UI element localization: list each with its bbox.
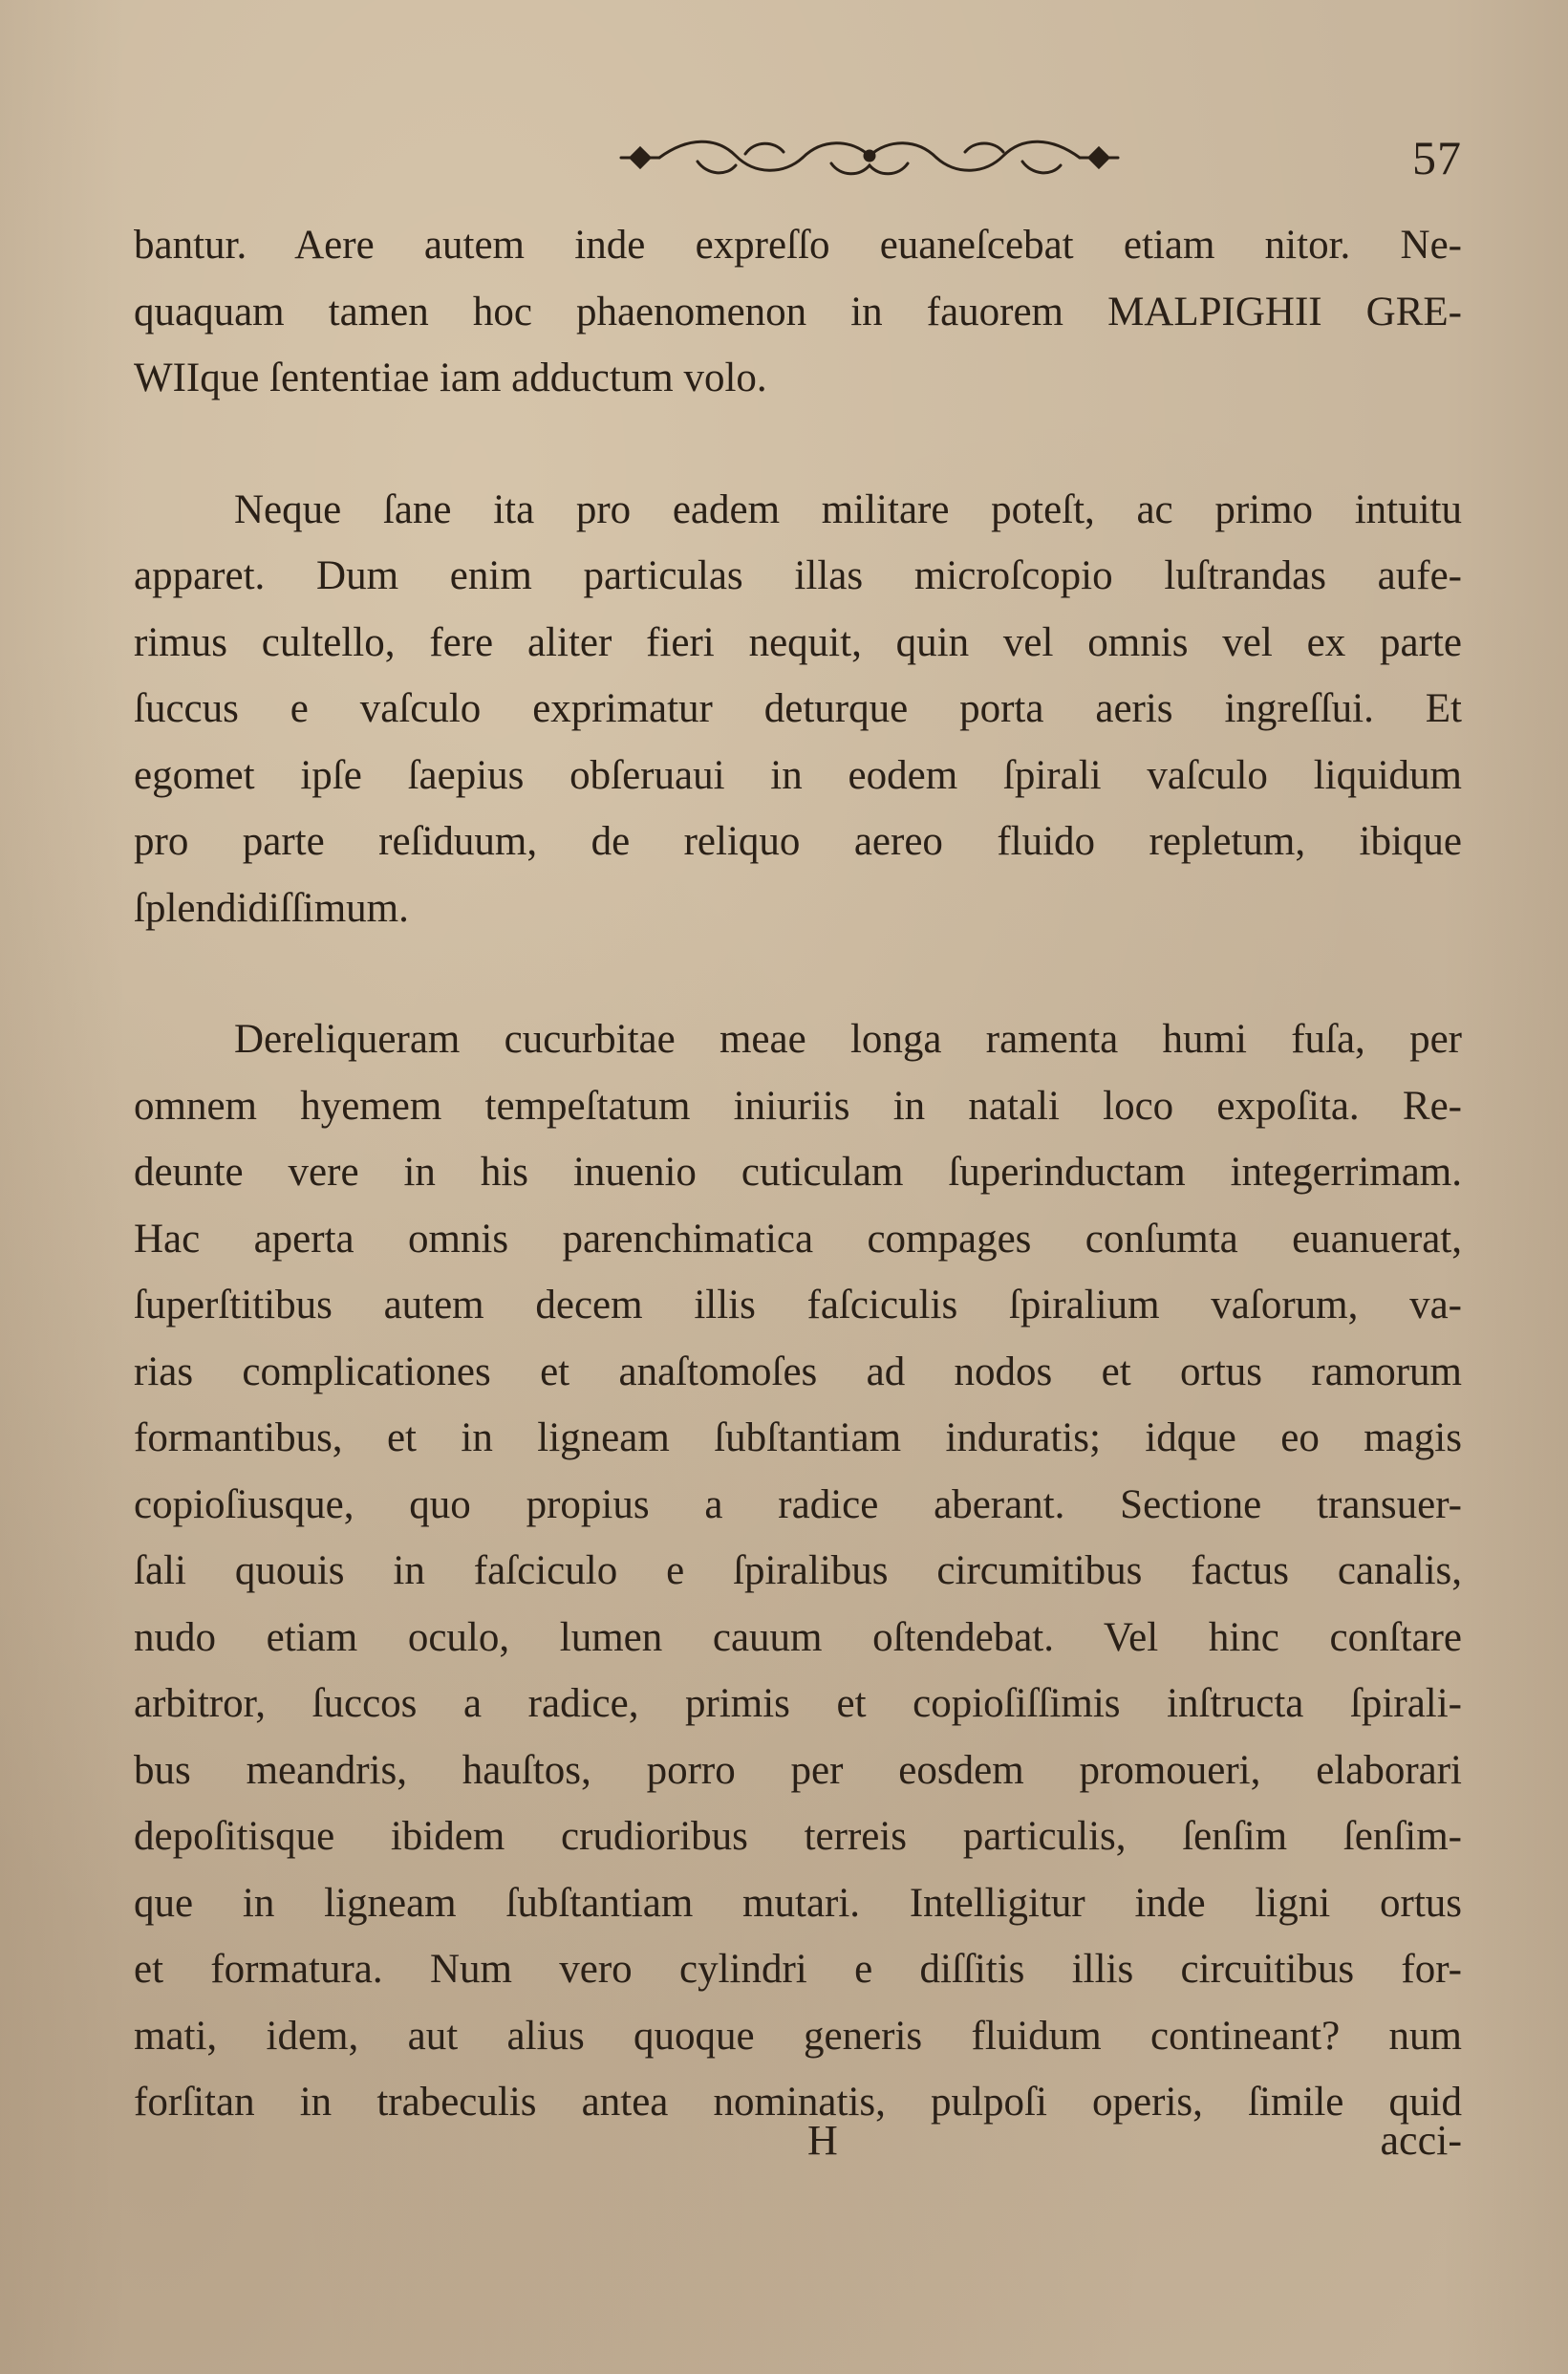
paragraph [134, 1006, 1462, 2136]
text-line: formantibus, et in ligneam ſubſtantiam induratis; idque eo magis [134, 1415, 1462, 1460]
page-header [134, 119, 1462, 186]
page-number: 57 [1412, 131, 1462, 184]
text-line: et formatura. Num vero cylindri e diſſitis illis circuitibus for- [134, 1947, 1462, 1992]
text-line: omnem hyemem tempeſtatum iniuriis in natali loco expoſita. Re- [134, 1083, 1462, 1129]
text-line: apparet. Dum enim particulas illas microſcopio luſtrandas aufe- [134, 553, 1462, 598]
catchword: acci- [1380, 2117, 1462, 2164]
text-line: quaquam tamen hoc phaenomenon in fauorem MALPIGHII GRE- [134, 289, 1462, 335]
text-line: rias complicationes et anaſtomoſes ad nodos et ortus ramorum [134, 1349, 1462, 1394]
body-text [134, 212, 1462, 2136]
text-line: egomet ipſe ſaepius obſeruaui in eodem ſpirali vaſculo liquidum [134, 752, 1462, 798]
signature-mark: H [807, 2117, 838, 2164]
paragraph-gap [134, 941, 1462, 1006]
paragraph-gap [134, 412, 1462, 477]
text-line: copioſiusque, quo propius a radice aberant. Sectione transuer- [134, 1481, 1462, 1527]
text-line: Hac aperta omnis parenchimatica compages conſumta euanuerat, [134, 1216, 1462, 1262]
text-line: rimus cultello, fere aliter fieri nequit, quin vel omnis vel ex parte [134, 619, 1462, 665]
text-line: deunte vere in his inuenio cuticulam ſuperinductam integerrimam. [134, 1150, 1462, 1195]
text-line: WIIque ſententiae iam adductum volo. [134, 356, 767, 400]
text-line: pro parte reſiduum, de reliquo aereo fluido repletum, ibique [134, 819, 1462, 864]
text-line: bantur. Aere autem inde expreſſo euaneſcebat etiam nitor. Ne- [134, 223, 1462, 268]
text-line: ſuccus e vaſculo exprimatur deturque porta aeris ingreſſui. Et [134, 686, 1462, 731]
text-line: que in ligneam ſubſtantiam mutari. Intelligitur inde ligni ortus [134, 1880, 1462, 1926]
text-line: mati, idem, aut alius quoque generis fluidum contineant? num [134, 2013, 1462, 2059]
paragraph [134, 477, 1462, 942]
text-line: ſali quouis in faſciculo e ſpiralibus circumitibus factus canalis, [134, 1548, 1462, 1593]
text-line: Dereliqueram cucurbitae meae longa ramenta humi fuſa, per [234, 1017, 1462, 1062]
paragraph [134, 212, 1462, 412]
text-line: forſitan in trabeculis antea nominatis, pulpoſi operis, ſimile quid [134, 2080, 1462, 2125]
decorative-ornament-icon [602, 127, 1137, 184]
text-line: arbitror, ſuccos a radice, primis et copioſiſſimis inſtructa ſpirali- [134, 1681, 1462, 1726]
text-line: ſplendidiſſimum. [134, 885, 409, 931]
text-line: bus meandris, hauſtos, porro per eosdem promoueri, elaborari [134, 1747, 1462, 1793]
text-line: ſuperſtitibus autem decem illis faſciculis ſpiralium vaſorum, va- [134, 1283, 1462, 1327]
text-line: depoſitisque ibidem crudioribus terreis particulis, ſenſim ſenſim- [134, 1814, 1462, 1859]
text-line: nudo etiam oculo, lumen cauum oſtendebat. Vel hinc conſtare [134, 1614, 1462, 1660]
text-line: Neque ſane ita pro eadem militare poteſt, ac primo intuitu [234, 486, 1462, 532]
